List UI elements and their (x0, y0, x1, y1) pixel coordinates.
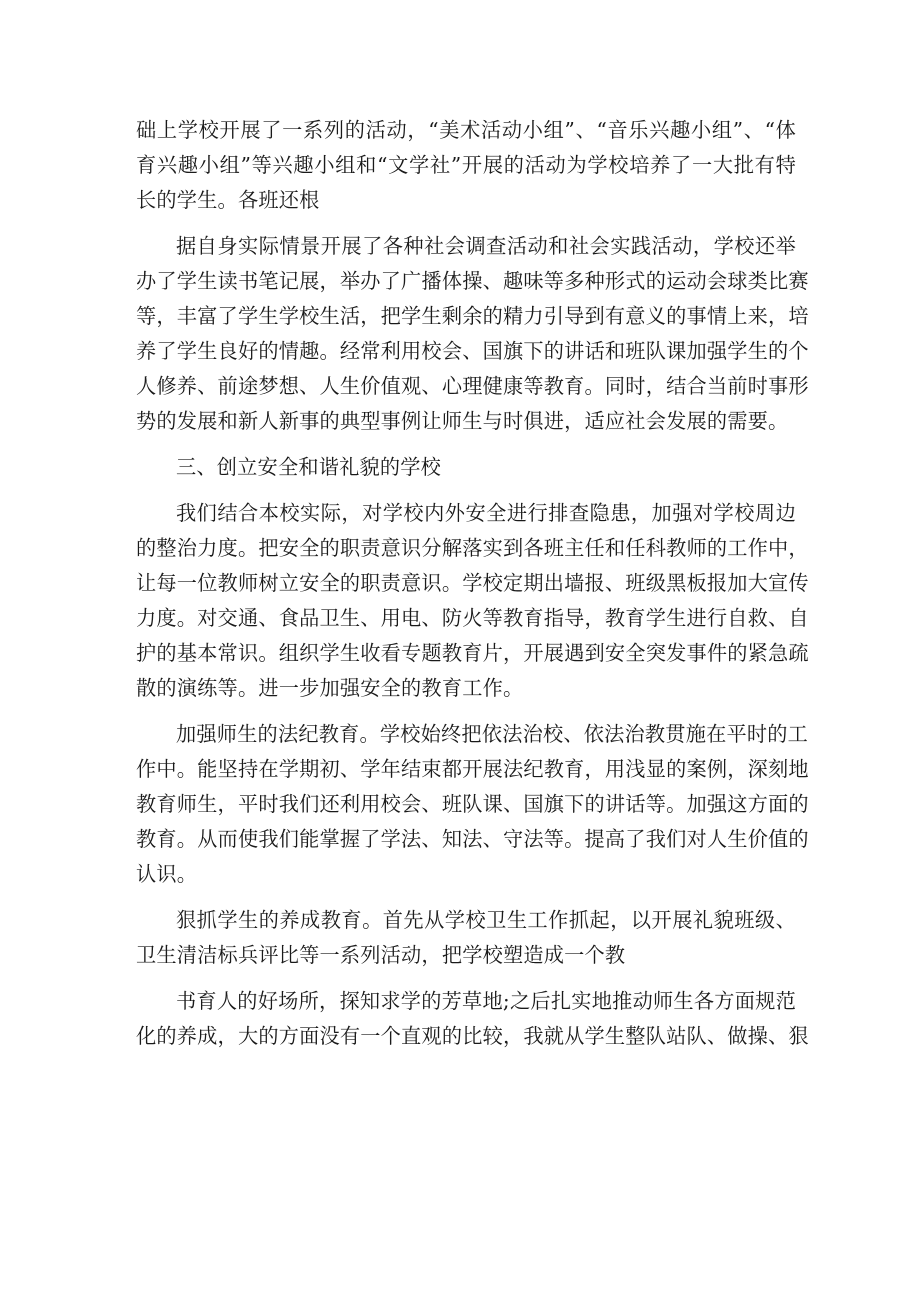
text-line: 长的学生。各班还根 (136, 188, 320, 212)
text-line: 书育人的好场所，探知求学的芳草地;之后扎实地推动师生各方面规范 (176, 989, 796, 1013)
text-line: 狠抓学生的养成教育。首先从学校卫生工作抓起，以开展礼貌班级、 (176, 908, 796, 932)
text-line: 据自身实际情景开展了各种社会调查活动和社会实践活动，学校还举 (176, 234, 796, 258)
text-line: 加强师生的法纪教育。学校始终把依法治校、依法治教贯施在平时的工 (176, 722, 809, 746)
paragraph-2 (136, 229, 809, 439)
text-line: 教育。从而使我们能掌握了学法、知法、守法等。提高了我们对人生价值的 (136, 827, 809, 851)
text-line: 养了学生良好的情趣。经常利用校会、国旗下的讲话和班队课加强学生的个 (136, 339, 809, 363)
section-heading: 三、创立安全和谐礼貌的学校 (176, 455, 442, 479)
text-line: 教育师生，平时我们还利用校会、班队课、国旗下的讲话等。加强这方面的 (136, 792, 809, 816)
text-line: 认识。 (136, 862, 198, 886)
paragraph-3 (136, 496, 809, 706)
text-line: 办了学生读书笔记展，举办了广播体操、趣味等多种形式的运动会球类比赛 (136, 269, 809, 293)
text-line: 作中。能坚持在学期初、学年结束都开展法纪教育，用浅显的案例，深刻地 (136, 757, 809, 781)
text-line: 让每一位教师树立安全的职责意识。学校定期出墙报、班级黑板报加大宣传 (136, 571, 809, 595)
text-line: 的整治力度。把安全的职责意识分解落实到各班主任和任科教师的工作中， (136, 536, 809, 560)
paragraph-5 (136, 903, 796, 973)
text-line: 势的发展和新人新事的典型事例让师生与时俱进，适应社会发展的需要。 (136, 409, 789, 433)
paragraph-6 (136, 984, 809, 1054)
text-line: 卫生清洁标兵评比等一系列活动，把学校塑造成一个教 (136, 943, 626, 967)
text-line: 力度。对交通、食品卫生、用电、防火等教育指导，教育学生进行自救、自 (136, 606, 809, 630)
text-line: 我们结合本校实际，对学校内外安全进行排查隐患，加强对学校周边 (176, 501, 796, 525)
text-line: 化的养成，大的方面没有一个直观的比较，我就从学生整队站队、做操、狠 (136, 1024, 809, 1048)
text-line: 散的演练等。进一步加强安全的教育工作。 (136, 676, 524, 700)
text-line: 人修养、前途梦想、人生价值观、心理健康等教育。同时，结合当前时事形 (136, 374, 809, 398)
paragraph-1 (136, 113, 796, 218)
document-body (136, 113, 809, 1065)
text-line: 等，丰富了学生学校生活，把学生剩余的精力引导到有意义的事情上来，培 (136, 304, 809, 328)
text-line: 育兴趣小组”等兴趣小组和“文学社”开展的活动为学校培养了一大批有特 (136, 153, 796, 177)
text-line: 护的基本常识。组织学生收看专题教育片，开展遇到安全突发事件的紧急疏 (136, 641, 809, 665)
text-line: 础上学校开展了一系列的活动，“美术活动小组”、“音乐兴趣小组”、“体 (136, 118, 796, 142)
paragraph-4 (136, 717, 809, 892)
